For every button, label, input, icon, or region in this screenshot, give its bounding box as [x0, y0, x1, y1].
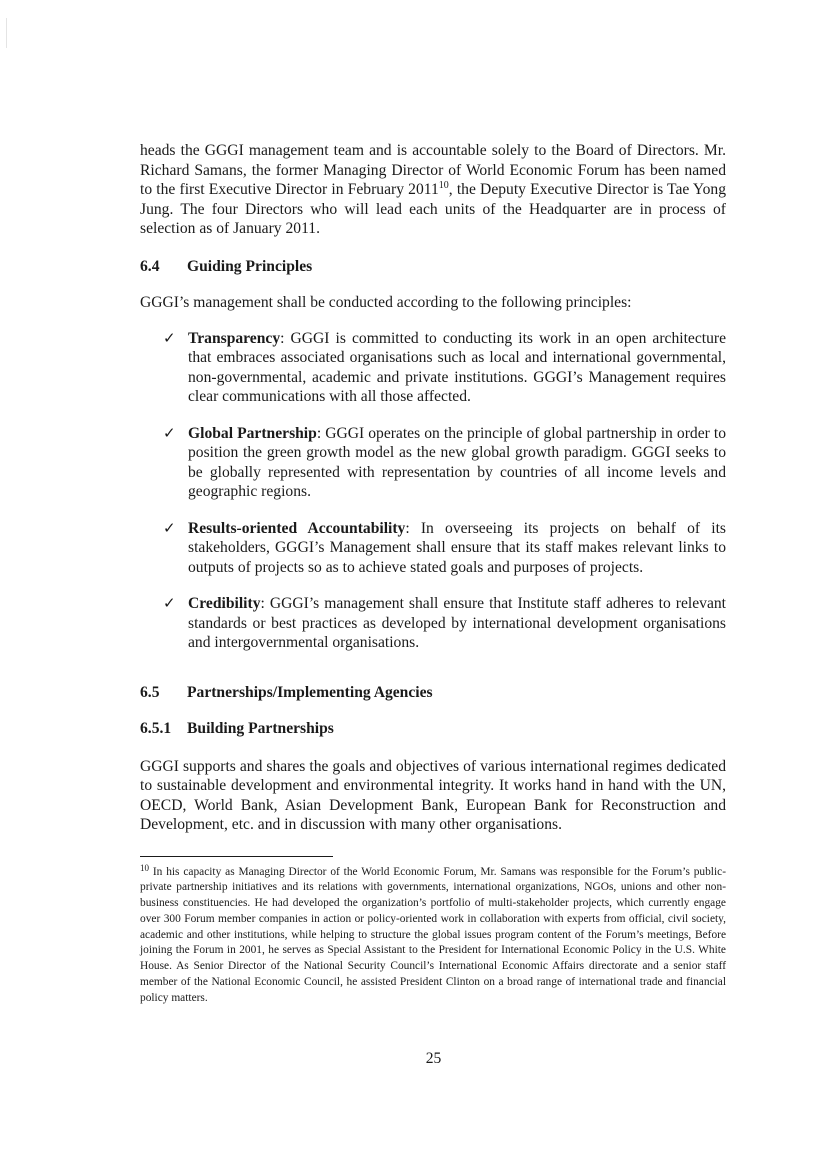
scan-edge-mark	[6, 18, 7, 48]
section-number: 6.5	[140, 683, 160, 701]
footnote-text: In his capacity as Managing Director of the World Economic Forum, Mr. Samans was responsible for the Forum’s public-private partnership initiatives and its relations with governments, international organizations, NGOs, unions and other non-business constituencies. He had developed the organization’s portfolio of multi-stakeholder projects, which currently engage over 300 Forum member companies in action or policy-oriented work in collaboration with experts from official, civil society, academic and other institutions, while helping to structure the global issues program content of the Forum’s meetings, Before joining the Forum in 2001, he serves as Special Assistant to the President for International Economic Policy in the U.S. White House. As Senior Director of the National Security Council’s International Economic Affairs directorate and a senior staff member of the National Economic Council, he assisted President Clinton on a broad range of international trade and financial policy matters.	[140, 865, 726, 1004]
principle-term: Transparency	[188, 329, 281, 347]
checkmark-icon: ✓	[163, 594, 176, 612]
footnote-marker: 10	[140, 862, 149, 873]
intro-text-a: heads the GGGI management team and is accountable solely to the Board of Directors. Mr. Richard Samans, the former Managing Director of World Economic Forum has been named to the first Executive Director in February 2011	[140, 142, 726, 198]
principles-lead: GGGI’s management shall be conducted according to the following principles:	[140, 294, 632, 311]
principle-term: Credibility	[188, 595, 261, 612]
footnote-reference[interactable]: 10	[438, 180, 449, 191]
section-heading-6-5	[140, 683, 726, 703]
section-number: 6.5.1	[140, 720, 172, 737]
principle-item-global-partnership	[163, 424, 726, 502]
intro-paragraph	[140, 141, 726, 239]
section-heading-6-4	[140, 257, 726, 277]
checkmark-icon: ✓	[163, 518, 176, 537]
principle-item-transparency	[163, 329, 726, 407]
principles-list	[140, 329, 726, 653]
section-title: Guiding Principles	[187, 257, 313, 275]
section-heading-6-5-1	[140, 719, 726, 739]
principle-term: Global Partnership	[188, 424, 317, 442]
footnote-separator	[140, 856, 333, 857]
intro-text-b: , the Deputy Executive Director is Tae Yong Jung. The four Directors who will lead each units of the Headquarter are in process of selection as of January 2011.	[140, 181, 726, 237]
principle-text: : GGGI is committed to conducting its work in an open architecture that embraces associated organisations such as local and international governmental, non-governmental, academic and private institutions. GGGI’s Management requires clear communications with all those affected.	[188, 329, 726, 405]
principle-text: : In overseeing its projects on behalf of its stakeholders, GGGI’s Management shall ensure that its staff makes relevant links to outputs of projects so as to achieve stated goals and purposes of projects.	[188, 519, 726, 576]
section-number: 6.4	[140, 257, 160, 275]
checkmark-icon: ✓	[163, 423, 176, 442]
page-content	[140, 141, 726, 1007]
principle-item-results-oriented-accountability	[163, 519, 726, 578]
section-title: Partnerships/Implementing Agencies	[187, 683, 433, 701]
principle-item-credibility	[163, 594, 726, 653]
checkmark-icon: ✓	[163, 328, 176, 347]
footnote-10	[140, 862, 726, 1007]
page-number: 25	[425, 1050, 442, 1067]
principle-text: : GGGI operates on the principle of global partnership in order to position the green growth model as the new global growth paradigm. GGGI seeks to be globally represented with representation by countries of all income levels and geographic regions.	[188, 424, 726, 500]
principle-term: Results-oriented Accountability	[188, 519, 406, 537]
principle-text: : GGGI’s management shall ensure that Institute staff adheres to relevant standards or best practices as developed by international development organisations and intergovernmental organisations.	[188, 595, 726, 651]
section-title: Building Partnerships	[187, 720, 334, 737]
building-partnerships-paragraph: GGGI supports and shares the goals and objectives of various international regimes dedicated to sustainable development and environmental integrity. It works hand in hand with the UN, OECD, World Bank, Asian Development Bank, European Bank for Reconstruction and Development, etc. and in discussion with many other organisations.	[140, 757, 726, 833]
